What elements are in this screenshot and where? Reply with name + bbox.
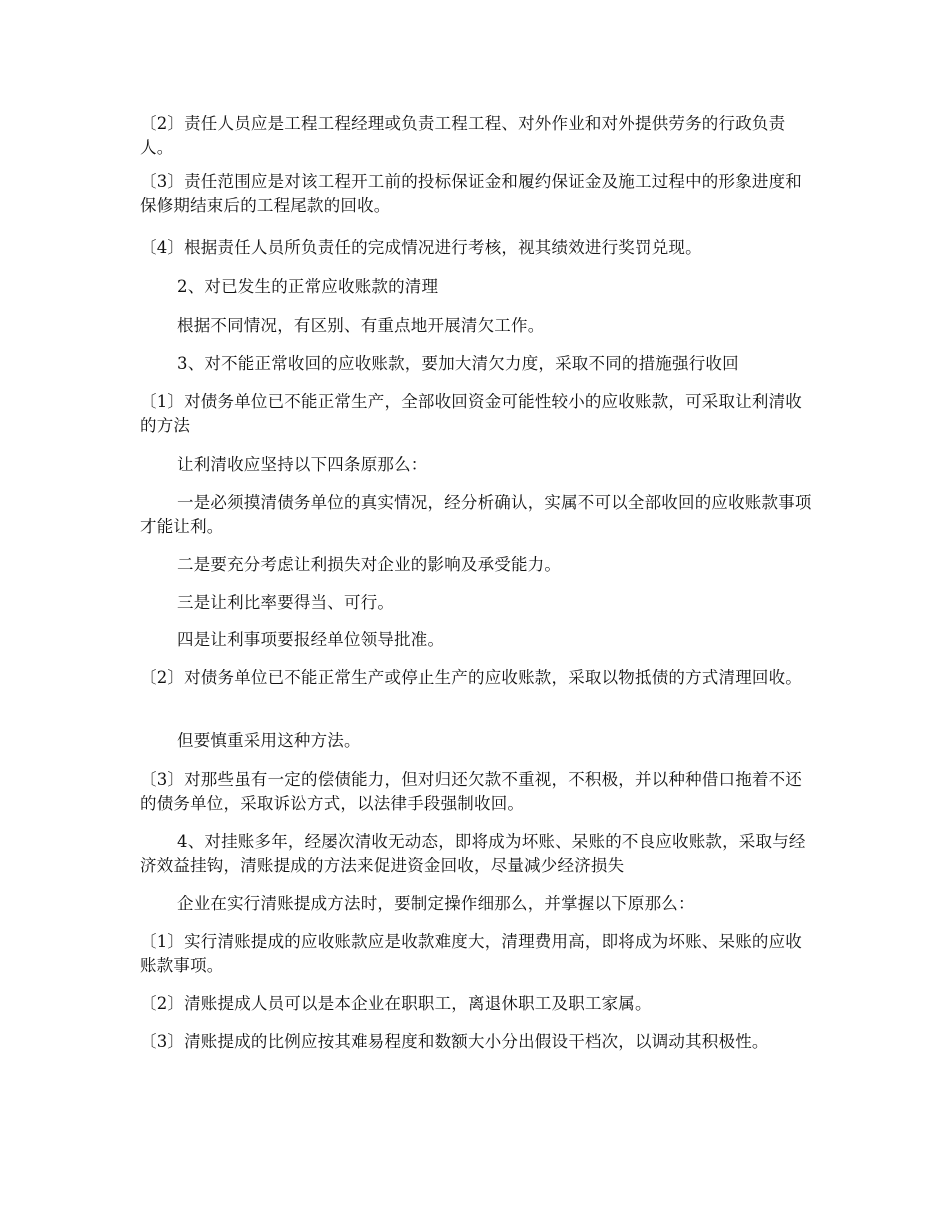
paragraph-concession-principles: 让利清收应坚持以下四条原那么： [177,455,428,474]
paragraph-debt-in-kind: 〔2〕对债务单位已不能正常生产或停止生产的应收账款，采取以物抵债的方式清理回收。 [140,668,802,687]
paragraph-principle-one: 一是必须摸清债务单位的真实情况，经分析确认，实属不可以全部收回的应收账款事项才能让利。 [140,493,812,536]
heading-normal-receivables: 2、对已发生的正常应收账款的清理 [177,277,439,296]
paragraph-commission-scope: 〔1〕实行清账提成的应收账款应是收款难度大，清理费用高，即将成为坏账、呆账的应收账款事项。 [140,932,802,975]
paragraph-assessment: 〔4〕根据责任人员所负责任的完成情况进行考核，视其绩效进行奖罚兑现。 [140,238,702,257]
paragraph-commission-ratio: 〔3〕清账提成的比例应按其难易程度和数额大小分出假设干档次，以调动其积极性。 [140,1032,769,1051]
paragraph-principle-four: 四是让利事项要报经单位领导批准。 [177,630,445,649]
paragraph-caution: 但要慎重采用这种方法。 [177,731,361,750]
paragraph-principle-three: 三是让利比率要得当、可行。 [177,593,395,612]
paragraph-responsibility-scope: 〔3〕责任范围应是对该工程开工前的投标保证金和履约保证金及施工过程中的形象进度和保修期结束后的工程尾款的回收。 [140,172,802,215]
paragraph-commission-rules: 企业在实行清账提成方法时，要制定操作细那么，并掌握以下原那么： [177,894,695,913]
paragraph-clearing-approach: 根据不同情况，有区别、有重点地开展清欠工作。 [177,316,545,335]
heading-abnormal-receivables: 3、对不能正常收回的应收账款，要加大清欠力度，采取不同的措施强行收回 [177,354,739,373]
paragraph-commission-personnel: 〔2〕清账提成人员可以是本企业在职职工，离退休职工及职工家属。 [140,994,652,1013]
paragraph-concession-method: 〔1〕对债务单位已不能正常生产，全部收回资金可能性较小的应收账款，可采取让利清收的方法 [140,392,802,435]
paragraph-principle-two: 二是要充分考虑让利损失对企业的影响及承受能力。 [177,555,562,574]
paragraph-responsible-person: 〔2〕责任人员应是工程工程经理或负责工程工程、对外作业和对外提供劳务的行政负责人。 [140,114,786,157]
paragraph-litigation: 〔3〕对那些虽有一定的偿债能力，但对归还欠款不重视，不积极，并以种种借口拖着不还的债务单位，采取诉讼方式，以法律手段强制收回。 [140,770,802,813]
heading-long-outstanding: 4、对挂账多年，经屡次清收无动态，即将成为坏账、呆账的不良应收账款，采取与经济效益挂钩，清账提成的方法来促进资金回收，尽量减少经济损失 [140,832,806,875]
